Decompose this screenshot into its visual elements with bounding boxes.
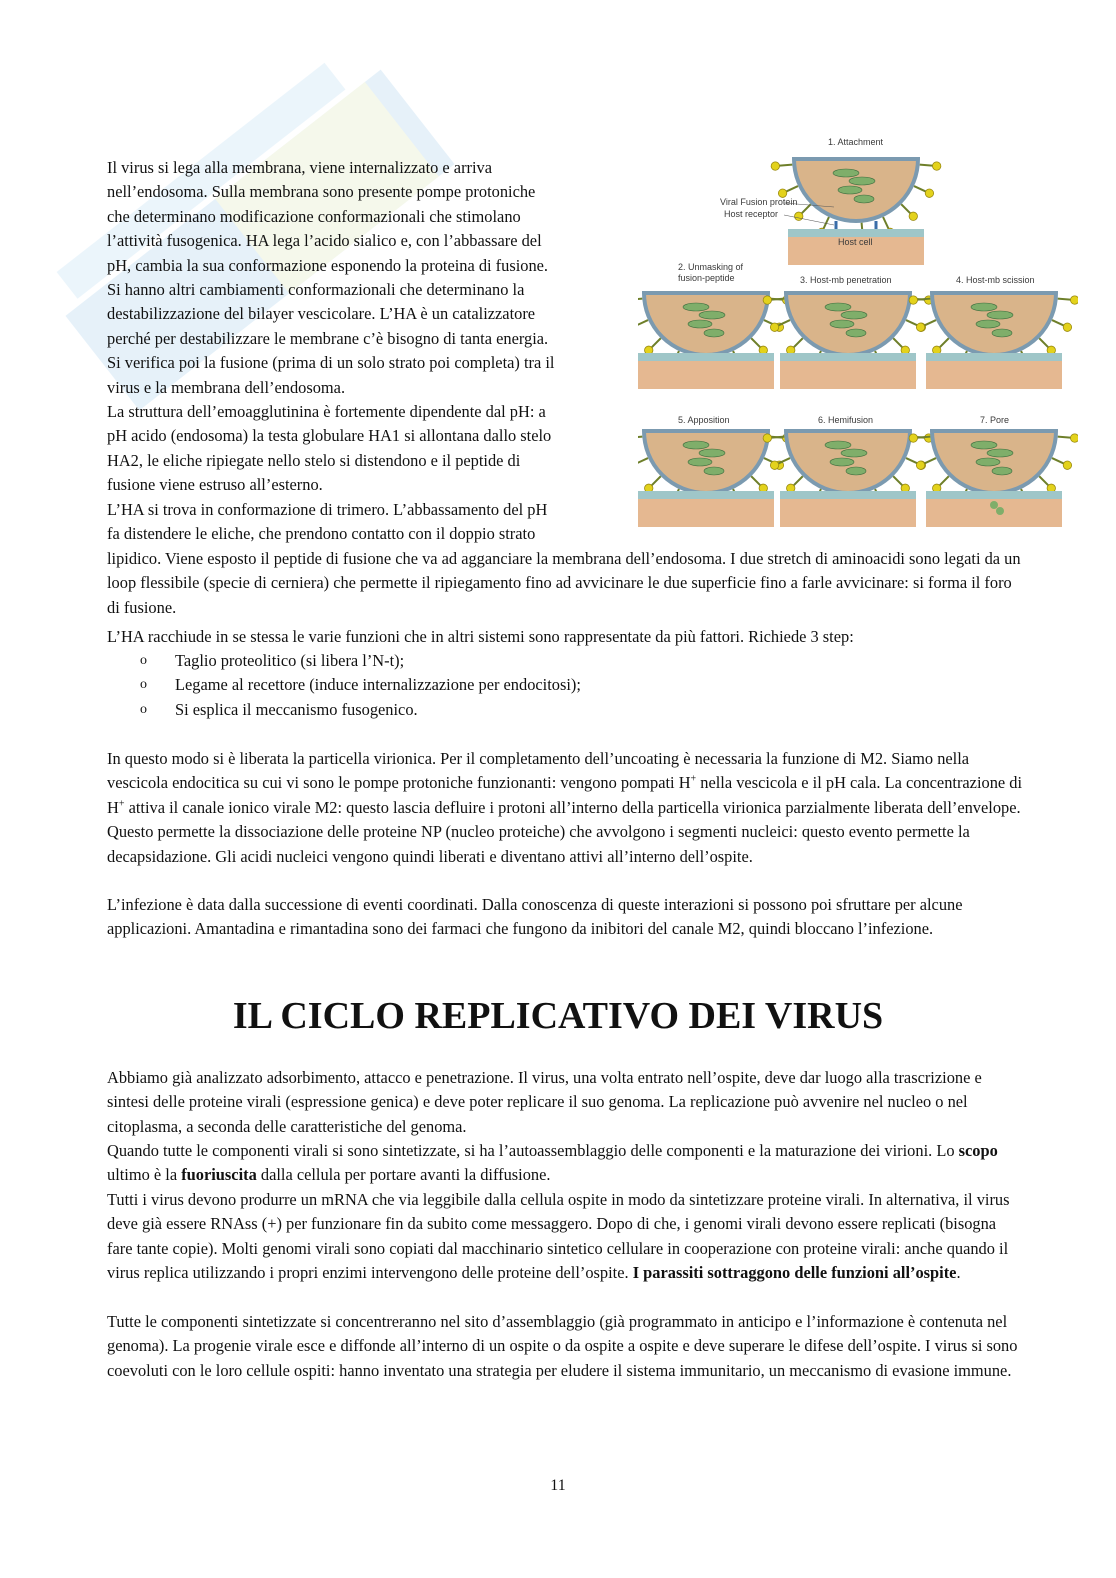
paragraph-ha-trimer-start: L’HA si trova in conformazione di trimero. L’abbassamento del pH fa distendere le eliche, che prendono contatto con il doppio strato [107, 500, 548, 544]
viral-fusion-figure [638, 133, 1078, 538]
ha-steps-list [140, 649, 581, 722]
paragraph-uncoating: In questo modo si è liberata la particella virionica. Per il completamento dell’uncoating è necessaria la funzione di M2. Siamo nella vescicola endocitica su cui vi sono le pompe protoniche funzionanti: vengono pompati H+ nella vescicola e il pH cala. La concentrazione di H+ attiva il canale ionico virale M2: questo lascia defluire i protoni all’interno della particella virionica parzialmente liberata dell’envelope. Questo permette la dissociazione delle proteine NP (nucleo proteiche) che avvolgono i segmenti nucleici: questo evento permette la decapsidazione. Gli acidi nucleici vengono quindi liberati e diventano attivi all’interno dell’ospite. [107, 749, 1023, 866]
panel-2-label-line1: 2. Unmasking of [678, 262, 744, 272]
panel-1-label: 1. Attachment [828, 137, 884, 147]
panel-6-label: 6. Hemifusion [818, 415, 874, 425]
paragraph-assembly: Quando tutte le componenti virali si sono sintetizzate, si ha l’autoassemblaggio delle componenti e la maturazione dei virioni. Lo scopo ultimo è la fuoriuscita dalla cellula per portare avanti la diffusione. [107, 1141, 998, 1185]
callout-host-receptor: Host receptor [724, 209, 779, 219]
paragraph-replication-intro: Abbiamo già analizzato adsorbimento, attacco e penetrazione. Il virus, una volta entrato nell’ospite, deve dar luogo alla trascrizione e sintesi delle proteine virali (espressione genica) e deve poter replicare il suo genoma. La replicazione può avvenire nel nucleo o nel citoplasma, a seconda delle caratteristiche del genoma. [107, 1068, 982, 1136]
panel-4-label: 4. Host-mb scission [956, 275, 1035, 285]
panel-3-label: 3. Host-mb penetration [800, 275, 892, 285]
paragraph-infection: L’infezione è data dalla successione di eventi coordinati. Dalla conoscenza di queste interazioni si possono poi sfruttare per alcune applicazioni. Amantadina e rimantadina sono dei farmaci che fungono da inibitori del canale M2, quindi bloccano l’infezione. [107, 895, 963, 939]
paragraph-ha-steps-intro: L’HA racchiude in se stessa le varie funzioni che in altri sistemi sono rappresentate da più fattori. Richiede 3 step: [107, 627, 854, 646]
list-item: o Legame al recettore (induce internalizzazione per endocitosi); [140, 673, 581, 697]
list-item: o Taglio proteolitico (si libera l’N-t); [140, 649, 581, 673]
list-item: o Si esplica il meccanismo fusogenico. [140, 698, 581, 722]
paragraph-ha-trimer-rest: lipidico. Viene esposto il peptide di fusione che va ad agganciare la membrana dell’endosoma. I due stretch di aminoacidi sono legati da un loop flessibile (specie di cerniera) che permette il ripiegamento fino ad avvicinare le due superficie fino a farle avvicinare: si forma il foro di fusione. [107, 549, 1021, 617]
section-title: IL CICLO REPLICATIVO DEI VIRUS [232, 995, 884, 1037]
paragraph-hemagglutinin-structure: La struttura dell’emoagglutinina è fortemente dipendente dal pH: a pH acido (endosoma) la testa globulare HA1 si allontana dallo stelo HA2, le eliche ripiegate nello stelo si distendono e il peptide di fusione viene estruso all’esterno. [107, 402, 552, 495]
callout-fusion-protein: Viral Fusion protein [720, 197, 798, 207]
paragraph-mrna: Tutti i virus devono produrre un mRNA che via leggibile dalla cellula ospite in modo da sintetizzare proteine virali. In alternativa, il virus deve già essere RNAss (+) per funzionare fin da subito come messaggero. Dopo di che, i genomi virali devono essere replicati (bisogna fare tante copie). Molti genomi virali sono copiati dal macchinario sintetico cellulare in cooperazione con proteine virali: anche quando il virus replica utilizzando i propri enzimi intervengono delle proteine dell’ospite. I parassiti sottraggono delle funzioni all’ospite. [107, 1190, 1010, 1283]
panel-7-label: 7. Pore [980, 415, 1010, 425]
paragraph-assembly-site: Tutte le componenti sintetizzate si concentreranno nel sito d’assemblaggio (già programmato in anticipo e l’informazione è contenuta nel genoma). La progenie virale esce e diffonde all’interno di un ospite o da ospite a ospite e deve superare le difese dell’ospite. I virus si sono coevoluti con le loro cellule ospiti: hanno inventato una strategia per eludere il sistema immunitario, un meccanismo di evasione immune. [107, 1312, 1018, 1380]
page-number: 11 [550, 1477, 566, 1494]
callout-host-cell: Host cell [838, 237, 873, 247]
panel-2-label-line2: fusion-peptide [678, 273, 735, 283]
panel-5-label: 5. Apposition [678, 415, 730, 425]
paragraph-virus-entry: Il virus si lega alla membrana, viene internalizzato e arriva nell’endosoma. Sulla membrana sono presente pompe protoniche che determinano modificazione conformazionali che stimolano l’attività fusogenica. HA lega l’acido sialico e, con l’abbassare del pH, cambia la sua conformazione esponendo la proteina di fusione. Si hanno altri cambiamenti conformazionali che determinano la destabilizzazione del bilayer vescicolare. L’HA è un catalizzatore perché per destabilizzare le membrane c’è bisogno di tanta energia. Si verifica poi la fusione (prima di un solo strato poi completa) tra il virus e la membrana dell’endosoma. [107, 158, 555, 397]
